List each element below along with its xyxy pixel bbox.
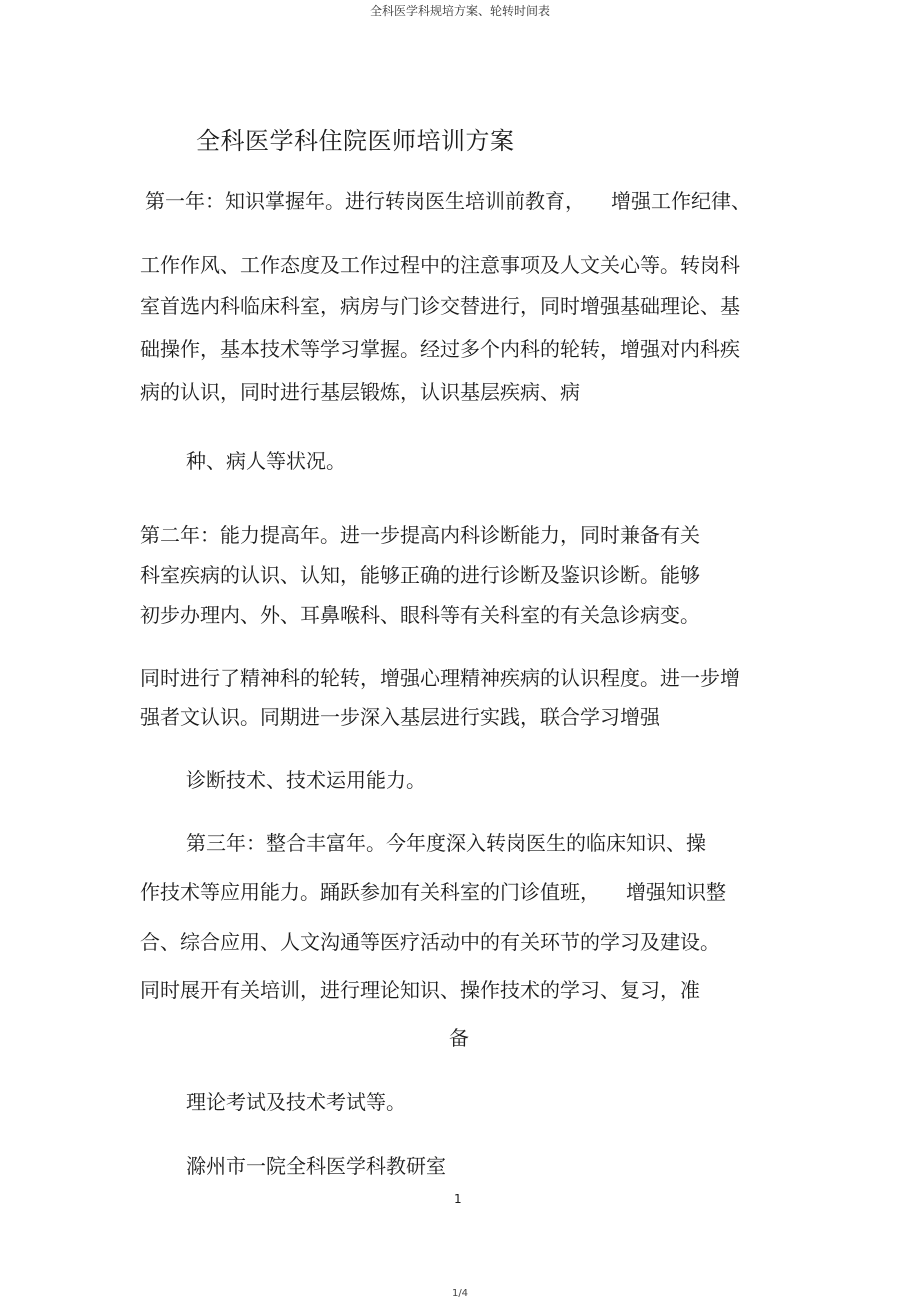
year1-line-1b: 增强工作纪律、	[611, 189, 751, 213]
year2-line-1: 第二年：能力提高年。进一步提高内科诊断能力，同时兼备有关	[140, 523, 700, 547]
year3-line-6: 理论考试及技术考试等。	[186, 1090, 406, 1114]
year3-line-1: 第三年：整合丰富年。今年度深入转岗医生的临床知识、操	[186, 831, 706, 855]
signature: 滁州市一院全科医学科教研室	[186, 1154, 446, 1178]
year1-line-1	[145, 191, 751, 211]
year2-line-3: 初步办理内、外、耳鼻喉科、眼科等有关科室的有关急诊病变。	[140, 603, 700, 627]
page-header: 全科医学科规培方案、轮转时间表	[369, 4, 550, 18]
year1-line-6: 种、病人等状况。	[186, 449, 346, 473]
year1-line-4: 础操作，基本技术等学习掌握。经过多个内科的轮转，增强对内科疾	[140, 337, 740, 361]
year2-line-2: 科室疾病的认识、认知，能够正确的进行诊断及鉴识诊断。能够	[140, 563, 700, 587]
year3-line-4: 同时展开有关培训，进行理论知识、操作技术的学习、复习，准	[140, 978, 700, 1002]
year3-line-5: 备	[449, 1026, 469, 1050]
page-number: 1	[454, 1192, 462, 1206]
year3-line-2	[140, 882, 726, 902]
page-footer: 1/4	[451, 1288, 469, 1299]
year2-line-6: 诊断技术、技术运用能力。	[186, 768, 426, 792]
year2-line-4: 同时进行了精神科的轮转，增强心理精神疾病的认识程度。进一步增	[140, 666, 740, 690]
year2-line-5: 强者文认识。同期进一步深入基层进行实践，联合学习增强	[140, 705, 660, 729]
year1-line-3: 室首选内科临床科室，病房与门诊交替进行，同时增强基础理论、基	[140, 294, 740, 318]
year3-line-2b: 增强知识整	[626, 880, 726, 904]
year1-line-2: 工作作风、工作态度及工作过程中的注意事项及人文关心等。转岗科	[140, 253, 740, 277]
year3-line-3: 合、综合应用、人文沟通等医疗活动中的有关环节的学习及建设。	[140, 930, 720, 954]
year1-line-1a: 第一年：知识掌握年。进行转岗医生培训前教育，	[145, 189, 585, 213]
year1-line-5: 病的认识，同时进行基层锻炼，认识基层疾病、病	[140, 380, 580, 404]
document-title: 全科医学科住院医师培训方案	[196, 127, 515, 155]
year3-line-2a: 作技术等应用能力。踊跃参加有关科室的门诊值班，	[140, 880, 600, 904]
